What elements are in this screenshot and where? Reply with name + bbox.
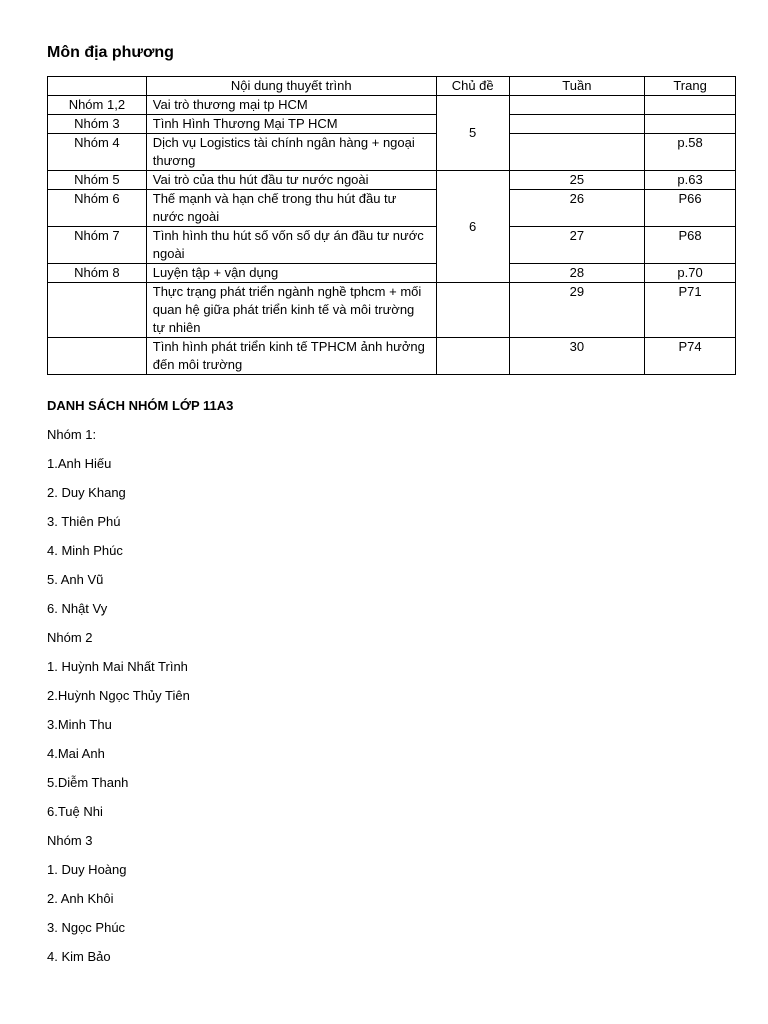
table-row <box>48 96 736 115</box>
row-group: Nhóm 4 <box>48 134 147 171</box>
row-page <box>645 115 736 134</box>
table-row <box>48 338 736 375</box>
header-topic: Chủ đề <box>436 77 509 96</box>
header-group <box>48 77 147 96</box>
row-content: Tình hình phát triển kinh tế TPHCM ảnh hưởng đến môi trường <box>146 338 436 375</box>
list-item: 1.Anh Hiếu <box>47 456 112 471</box>
table-row <box>48 134 736 171</box>
list-item: 1. Huỳnh Mai Nhất Trình <box>47 659 188 674</box>
list-item: 2. Anh Khôi <box>47 891 114 906</box>
row-week <box>509 134 645 171</box>
row-content: Vai trò thương mại tp HCM <box>146 96 436 115</box>
list-item: 4. Kim Bảo <box>47 949 111 964</box>
group-3-heading: Nhóm 3 <box>47 833 93 848</box>
row-page: P66 <box>645 190 736 227</box>
row-content: Dịch vụ Logistics tài chính ngân hàng + ngoại thương <box>146 134 436 171</box>
group-1-heading: Nhóm 1: <box>47 427 97 442</box>
list-item: 6. Nhật Vy <box>47 601 108 616</box>
table-row <box>48 227 736 264</box>
header-content: Nội dung thuyết trình <box>146 77 436 96</box>
row-content: Thế mạnh và hạn chế trong thu hút đầu tư nước ngoài <box>146 190 436 227</box>
row-group: Nhóm 7 <box>48 227 147 264</box>
list-item: 5. Anh Vũ <box>47 572 104 587</box>
row-content: Luyện tập + vận dụng <box>146 264 436 283</box>
row-week <box>509 96 645 115</box>
row-page: P71 <box>645 283 736 338</box>
table-row <box>48 283 736 338</box>
list-item: 2. Duy Khang <box>47 485 126 500</box>
list-item: 3.Minh Thu <box>47 717 112 732</box>
row-week: 26 <box>509 190 645 227</box>
list-item: 4.Mai Anh <box>47 746 105 761</box>
table-header-row <box>48 77 736 96</box>
table-row <box>48 171 736 190</box>
list-item: 3. Thiên Phú <box>47 514 121 529</box>
row-week: 30 <box>509 338 645 375</box>
row-week: 25 <box>509 171 645 190</box>
row-content: Tình hình thu hút số vốn số dự án đầu tư nước ngoài <box>146 227 436 264</box>
row-group: Nhóm 1,2 <box>48 96 147 115</box>
row-group <box>48 338 147 375</box>
row-content: Thực trạng phát triển ngành nghề tphcm + mối quan hệ giữa phát triển kinh tế và môi trường tự nhiên <box>146 283 436 338</box>
row-page <box>645 96 736 115</box>
row-group: Nhóm 8 <box>48 264 147 283</box>
group-2-heading: Nhóm 2 <box>47 630 93 645</box>
row-group: Nhóm 5 <box>48 171 147 190</box>
row-content: Vai trò của thu hút đầu tư nước ngoài <box>146 171 436 190</box>
row-page: P74 <box>645 338 736 375</box>
row-topic: 5 <box>436 96 509 171</box>
class-list-heading: DANH SÁCH NHÓM LỚP 11A3 <box>47 398 234 413</box>
row-group: Nhóm 3 <box>48 115 147 134</box>
list-item: 4. Minh Phúc <box>47 543 123 558</box>
table-row <box>48 264 736 283</box>
row-week <box>509 115 645 134</box>
row-week: 29 <box>509 283 645 338</box>
row-topic: 6 <box>436 171 509 283</box>
presentation-schedule-table <box>47 76 736 375</box>
row-group <box>48 283 147 338</box>
row-week: 27 <box>509 227 645 264</box>
table-row <box>48 115 736 134</box>
row-page: p.63 <box>645 171 736 190</box>
row-page: p.58 <box>645 134 736 171</box>
header-week: Tuần <box>509 77 645 96</box>
list-item: 5.Diễm Thanh <box>47 775 129 790</box>
list-item: 1. Duy Hoàng <box>47 862 127 877</box>
row-group: Nhóm 6 <box>48 190 147 227</box>
list-item: 6.Tuệ Nhi <box>47 804 103 819</box>
row-page: P68 <box>645 227 736 264</box>
page-title: Môn địa phương <box>47 44 174 61</box>
row-content: Tình Hình Thương Mại TP HCM <box>146 115 436 134</box>
table-row <box>48 190 736 227</box>
row-page: p.70 <box>645 264 736 283</box>
class-group-list <box>47 397 233 977</box>
header-page: Trang <box>645 77 736 96</box>
row-week: 28 <box>509 264 645 283</box>
row-topic-empty <box>436 338 509 375</box>
list-item: 2.Huỳnh Ngọc Thủy Tiên <box>47 688 190 703</box>
list-item: 3. Ngọc Phúc <box>47 920 126 935</box>
row-topic-empty <box>436 283 509 338</box>
